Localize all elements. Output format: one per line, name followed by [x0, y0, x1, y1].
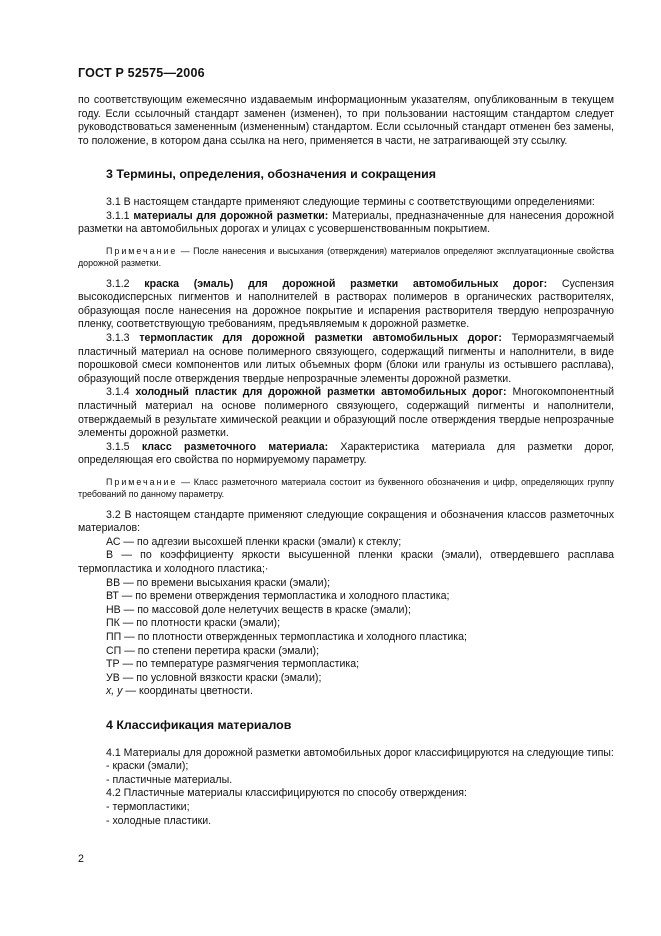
document-header: ГОСТ Р 52575—2006 — [78, 66, 205, 80]
term-definition: Терморазмягчаемый пластичный материал на основе полимерного связующего, содержащий пигменты и наполнители, в виде порошковой смеси компонентов или литых объемных форм (блоки или гранулы из остывшего расплава), образующий после отверждения твердые непрозрачные элементы дорожной разметки. — [78, 331, 614, 385]
abbreviation-list — [78, 577, 614, 699]
paragraph-3-2: 3.2 В настоящем стандарте применяют следующие сокращения и обозначения классов разметочных материалов: — [78, 508, 614, 535]
term-definition: Многокомпонентный пластичный материал на основе полимерного связующего, содержащий пигменты и наполнители, отверждаемый в результате химической реакции и образующий после отверждения твердые непрозрачные элементы дорожной разметки. — [78, 386, 614, 440]
abbreviation-symbol: x, y — [106, 685, 123, 698]
paragraph-3-1: 3.1 В настоящем стандарте применяют следующие термины с соответствующими определениями: — [106, 195, 595, 208]
term-3-1-4 — [78, 386, 614, 440]
term-title: класс разметочного материала: — [141, 440, 329, 453]
abbreviation-item: НВ — по массовой доле нелетучих веществ в краске (эмали); — [106, 603, 411, 616]
note-1 — [78, 245, 614, 270]
term-3-1-2 — [78, 278, 614, 332]
paragraph-4-2: 4.2 Пластичные материалы классифицируются по способу отверждения: — [106, 787, 467, 800]
list-item: - термопластики; — [106, 800, 190, 813]
note-label: Примечание — [106, 476, 178, 487]
term-title: термопластик для дорожной разметки автомобильных дорог: — [139, 331, 502, 344]
note-text: — После нанесения и высыхания (отверждения) материалов определяют эксплуатационные свойства дорожной разметки. — [78, 245, 614, 269]
abbreviation-ac: АС — по адгезии высохшей пленки краски (эмали) к стеклу; — [106, 535, 402, 548]
paragraph-4-1: 4.1 Материалы для дорожной разметки автомобильных дорог классифицируются на следующие типы: — [106, 746, 614, 759]
abbreviation-item: ПК — по плотности краски (эмали); — [106, 617, 281, 630]
term-number: 3.1.1 — [106, 209, 134, 222]
term-definition: Характеристика материала для разметки дорог, определяющая его свойства по нормируемому параметру. — [78, 440, 614, 467]
section-4-heading: 4 Классификация материалов — [106, 718, 292, 732]
note-text: — Класс разметочного материала состоит из буквенного обозначения и цифр, определяющих группу требований по данному параметру. — [78, 476, 614, 500]
section-3-heading: 3 Термины, определения, обозначения и сокращения — [106, 167, 436, 182]
abbreviation-text: — координаты цветности. — [122, 685, 253, 698]
term-3-1-1 — [78, 210, 614, 237]
list-item: - краски (эмали); — [106, 760, 189, 773]
abbreviation-item: ВВ — по времени высыхания краски (эмали); — [106, 576, 331, 589]
note-2 — [78, 476, 614, 501]
abbreviation-item-xy — [78, 685, 614, 699]
cure-list — [78, 801, 614, 828]
list-item: - холодные пластики. — [106, 814, 212, 827]
abbreviation-item: СП — по степени перетира краски (эмали); — [106, 644, 320, 657]
term-title: холодный пластик для дорожной разметки автомобильных дорог: — [135, 386, 507, 399]
page-number: 2 — [78, 853, 84, 865]
term-3-1-3 — [78, 332, 614, 386]
term-definition: Материалы, предназначенные для нанесения дорожной разметки на автомобильных дорогах и улицах с усовершенствованным покрытием. — [78, 209, 614, 236]
term-definition: Суспензия высокодисперсных пигментов и наполнителей в растворах полимеров в органических растворителях, образующая после нанесения на дорожное покрытие и испарения растворителя твердую непрозрачную пленку, соответствующую требованиям, предъявляемым к дорожной разметке. — [78, 277, 614, 331]
abbreviation-item: ВТ — по времени отверждения термопластика и холодного пластика; — [106, 590, 450, 603]
list-item: - пластичные материалы. — [106, 773, 233, 786]
types-list — [78, 760, 614, 787]
note-label: Примечание — [106, 245, 178, 256]
term-number: 3.1.4 — [106, 386, 136, 399]
term-title: материалы для дорожной разметки: — [133, 209, 329, 222]
abbreviation-item: ТР — по температуре размягчения термопластика; — [106, 658, 360, 671]
term-3-1-5 — [78, 441, 614, 468]
abbreviation-item: УВ — по условной вязкости краски (эмали); — [106, 671, 322, 684]
term-number: 3.1.2 — [106, 277, 145, 290]
abbreviation-b: В — по коэффициенту яркости высушенной пленки краски (эмали), отвердевшего расплава термопластика и холодного пластика;· — [78, 549, 614, 576]
intro-paragraph: по соответствующим ежемесячно издаваемым информационным указателям, опубликованным в текущем году. Если ссылочный стандарт заменен (изменен), то при пользовании настоящим стандартом следует руководствоваться замененным (измененным) стандартом. Если ссылочный стандарт отменен без замены, то положение, в котором дана ссылка на него, применяется в части, не затрагивающей эту ссылку. — [78, 94, 614, 147]
term-number: 3.1.3 — [106, 331, 140, 344]
term-title: краска (эмаль) для дорожной разметки автомобильных дорог: — [144, 277, 548, 290]
abbreviation-item: ПП — по плотности отвержденных термопластика и холодного пластика; — [106, 631, 467, 644]
term-number: 3.1.5 — [106, 440, 142, 453]
page-content — [78, 94, 614, 828]
